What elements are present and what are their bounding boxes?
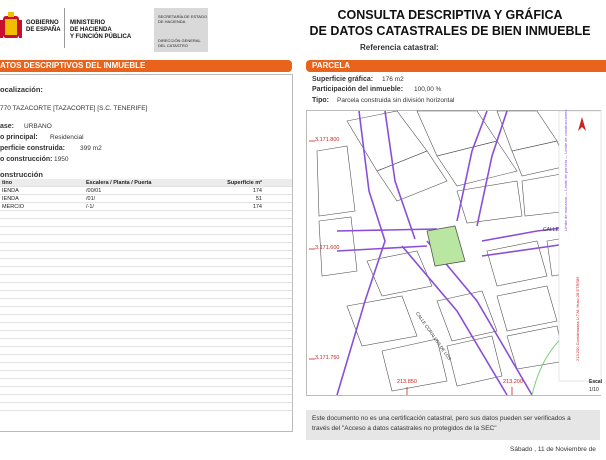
cell-superficie: 174: [198, 187, 292, 195]
ministry-line2: DE HACIENDA: [70, 27, 112, 33]
left-section-header: [0, 60, 292, 72]
empty-row: [0, 291, 292, 299]
page-title-line2: DE DATOS CATASTRALES DE BIEN INMUEBLE: [309, 24, 591, 38]
table-row: [0, 187, 292, 195]
tipo-value: Parcela construida sin división horizontal: [337, 97, 455, 104]
right-section-header: [306, 60, 606, 72]
empty-row: [0, 315, 292, 323]
superficie-label: perficie construida:: [0, 145, 65, 152]
empty-row: [0, 339, 292, 347]
sup-grafica-label: Superficie gráfica:: [312, 76, 374, 83]
cell-escalera: /01/: [84, 195, 198, 203]
empty-row: [0, 323, 292, 331]
cadastral-map[interactable]: [306, 110, 601, 396]
uso-label: o principal:: [0, 134, 38, 141]
empty-row: [0, 259, 292, 267]
government-logo-block: [0, 4, 210, 50]
street-calle-label: CALLE: [543, 227, 559, 233]
cell-escalera: /00/01: [84, 187, 198, 195]
superficie-value: 399 m2: [80, 145, 102, 152]
participacion-label: Participación del inmueble:: [312, 86, 404, 93]
empty-row: [0, 307, 292, 315]
table-header-row: [0, 179, 292, 187]
escala-label: Escal: [589, 379, 603, 385]
tipo-label: Tipo:: [312, 97, 329, 104]
empty-row: [0, 283, 292, 291]
cell-superficie: 174: [198, 203, 292, 211]
left-section-emph: INMUEBLE: [103, 61, 146, 70]
empty-row: [0, 235, 292, 243]
empty-row: [0, 275, 292, 283]
descriptive-data-panel: [0, 74, 293, 432]
verification-notice: [306, 410, 600, 440]
uso-value: Residencial: [50, 134, 84, 141]
header-divider: [64, 8, 65, 48]
empty-row: [0, 243, 292, 251]
coord-bottom-right: 213.200: [503, 379, 523, 385]
document-date: Sábado , 11 de Noviembre de: [510, 446, 596, 453]
empty-row: [0, 403, 292, 411]
target-parcel[interactable]: [427, 226, 465, 266]
map-canvas: [307, 111, 601, 395]
empty-row: [0, 347, 292, 355]
empty-row: [0, 299, 292, 307]
notice-line1: Este documento no es una certificación catastral, pero sus datos pueden ser verificados a: [312, 415, 571, 422]
legend-text: Límite de manzana — Límite de parcela — Límite de construcciones: [563, 109, 568, 231]
empty-row: [0, 371, 292, 379]
anio-label: o construcción:: [0, 156, 53, 163]
coord-top-left: 3.171.800: [315, 137, 340, 143]
anio-value: 1950: [54, 156, 69, 163]
participacion-value: 100,00 %: [414, 86, 442, 93]
sup-grafica-value: 176 m2: [382, 76, 404, 83]
col-escalera: Escalera / Planta / Puerta: [84, 179, 198, 187]
cell-escalera: /-1/: [84, 203, 198, 211]
empty-row: [0, 211, 292, 219]
cell-superficie: 51: [198, 195, 292, 203]
notice-line2[interactable]: través del "Acceso a datos catastrales no protegidos de la SEC": [312, 425, 497, 432]
ref-catastral-label: Referencia catastral:: [360, 43, 439, 52]
direccion-line2: DEL CATASTRO: [158, 43, 188, 48]
clase-label: ase:: [0, 123, 15, 130]
localizacion-label: ocalización:: [0, 85, 43, 94]
coord-bottom-mid: 213.850: [397, 379, 417, 385]
cell-destino: IENDA: [0, 195, 84, 203]
empty-row: [0, 267, 292, 275]
empty-row: [0, 355, 292, 363]
table-row: [0, 203, 292, 211]
empty-row: [0, 387, 292, 395]
gov-line1: GOBIERNO: [26, 20, 59, 26]
street-diagonal-label: CALLE CORALLOS DE LOS: [414, 311, 453, 362]
empty-row: [0, 395, 292, 403]
empty-row: [0, 251, 292, 259]
coat-of-arms-icon: [0, 12, 22, 44]
escala-value: 1/10: [589, 387, 599, 393]
empty-row: [0, 227, 292, 235]
empty-row: [0, 363, 292, 371]
empty-row: [0, 331, 292, 339]
table-row: [0, 195, 292, 203]
gov-line2: DE ESPAÑA: [26, 27, 61, 33]
north-arrow-icon: [577, 117, 587, 131]
address-value: 770 TAZACORTE [TAZACORTE] [S.C. TENERIFE]: [0, 105, 148, 112]
col-superficie: Superficie m²: [198, 179, 292, 187]
construccion-title: onstrucción: [0, 170, 43, 179]
secretaria-line2: DE HACIENDA: [158, 19, 186, 24]
col-destino: tino: [0, 179, 84, 187]
coord-mid-left: 3.171.600: [315, 245, 340, 251]
cell-destino: IENDA: [0, 187, 84, 195]
empty-row: [0, 219, 292, 227]
ministry-line1: MINISTERIO: [70, 20, 106, 26]
construction-table: [0, 179, 292, 411]
clase-value: URBANO: [24, 123, 52, 130]
coord-bottom-left: 3.171.750: [315, 355, 340, 361]
secretaria-box: [154, 8, 208, 52]
coord-right: 213.200 Coordenadas U.T.M. Huso 28 ETRS89: [575, 276, 580, 361]
parcela-title: PARCELA: [312, 61, 351, 70]
cell-destino: MERCIO: [0, 203, 84, 211]
left-section-title: ATOS DESCRIPTIVOS DEL: [0, 61, 104, 70]
secretaria-line1: SECRETARÍA DE ESTADO: [158, 14, 207, 19]
empty-row: [0, 379, 292, 387]
ministry-line3: Y FUNCIÓN PÚBLICA: [70, 34, 132, 40]
page-title-line1: CONSULTA DESCRIPTIVA Y GRÁFICA: [337, 8, 563, 22]
direccion-line1: DIRECCIÓN GENERAL: [158, 38, 201, 43]
